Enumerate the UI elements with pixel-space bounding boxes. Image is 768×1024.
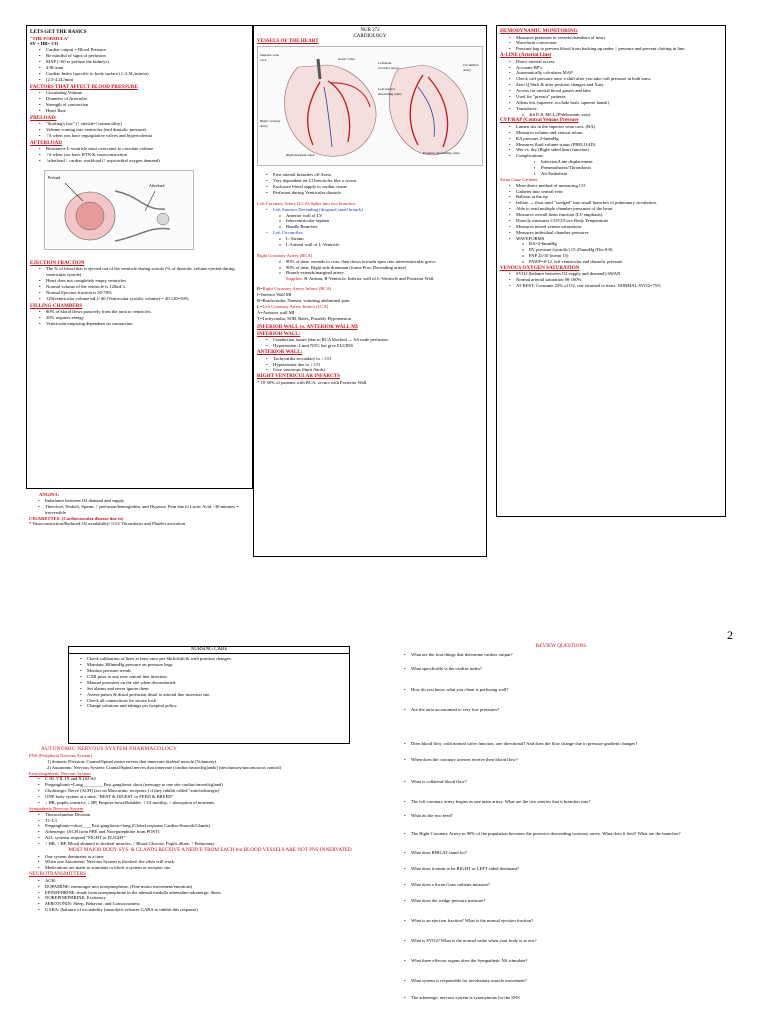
fig-label-svc: Superior vena cava — [260, 53, 279, 62]
basics-item: • (2.5-4.2L/min) — [39, 77, 249, 83]
preload-item: • ↑'d when you have regurgitative valves and hypervolemia — [39, 133, 249, 139]
riblat-letter: B — [257, 297, 261, 303]
venous-list — [500, 271, 722, 289]
column-cardiology — [253, 25, 487, 557]
page-number: 2 — [727, 628, 733, 642]
ef-item: • Normal Ejection fraction is 50-70% — [39, 290, 249, 296]
sympathetic-item: • Thoracolumbar Division — [38, 812, 391, 818]
pns-item: 2) Autonomic Nervous System: Cranial/Spinal nerves that innervate (cardiac/smooth/glands) (involuntary/unconscious control) — [47, 764, 282, 770]
cvp-item: • Measures volume and venous return — [509, 130, 722, 136]
anterior-title: ANTERIOR WALL: — [257, 349, 303, 356]
cvp-title: CVP/RAP (Central Venous Pressure — [500, 117, 579, 124]
parasympathetic-item: • C III, VII, IX and X (S2-S4 — [38, 776, 391, 782]
lad-item: o Anterior wall of LV — [279, 213, 483, 219]
preload-fig-label: Preload — [48, 174, 61, 180]
venous-item: • AT REST: Consume 25% of O2, rest returned to heart. NORMAL SVO2=75% — [509, 283, 722, 289]
rca-title: Right Coronary Artery (RCA) — [257, 252, 313, 258]
afterload-item: • ↑afterload ↑ cardiac workload (↑ myocardial oxygen demand) — [39, 158, 249, 164]
swan-title: Swan Ganz Catheter — [500, 176, 538, 182]
nursing-care-item: • Check all connections for secure lock — [80, 698, 347, 704]
neurotransmitter-item: • SEROTONIN: Sleep, Behavior, and Consciousness — [38, 901, 391, 907]
parasympathetic-list — [29, 776, 391, 805]
riblat-text: Bradycardia, Nausea, vomiting abdominal pain — [262, 297, 350, 303]
riblat-line — [257, 316, 483, 322]
venous-item: • SVO2 (balance between O2 supply and demand)-SWAN — [509, 271, 722, 277]
review-question: • Are the atria accustomed to very low pressures? — [404, 707, 726, 713]
riblat-equals: = — [260, 297, 263, 303]
sympathetic-item: • T1-L3 — [38, 818, 391, 824]
cvp-item: • Lumen sits in the superior vena cava. (RA) — [509, 124, 722, 130]
waveform-item: o RV pressure (systolic) 15-25mmHg (Dia 0-8) — [522, 247, 722, 253]
review-title: REVIEW QUESTIONS — [535, 643, 587, 649]
aline-item: • Access for arterial blood gasses and labs — [509, 88, 722, 94]
ef-item: • Normal volume of the ventricle is 120mL's — [39, 284, 249, 290]
neurotransmitter-item: • ACH: — [38, 878, 391, 884]
vessel-list — [257, 172, 483, 196]
review-question: • The left coronary artery begins as one main artery. What are the two arteries that it branches into? — [404, 799, 726, 805]
factors-title: FACTORS THAT AFFECT BLOOD PRESSURE — [30, 83, 138, 90]
aline-sub — [500, 112, 722, 118]
riblat-equals: = — [260, 309, 263, 315]
rca-item: o Branch extends/marginal artery — [279, 270, 483, 276]
swan-list — [500, 183, 722, 242]
sympathetic-item: • ↑ HR, ↑ BP, Blood shunted to skeletal muscles, ↑ Blood Glucose, Pupils dilate, ↑ Pulmonary — [38, 841, 391, 847]
preload-title: PRELOAD: — [30, 114, 57, 121]
anterior-item: • Give vasotrops (limit fluids) — [266, 367, 483, 373]
cigarettes-text: * Vasoconstriction/Reduced O2 availability/↑CO/ Thrombosis and Platelet activation — [29, 521, 186, 527]
pns-title: PNS (Peripheral Nervous System) — [29, 752, 92, 758]
nursing-care-item: • Monitor pressure trends — [80, 668, 347, 674]
preload-item: • Volume coming into ventricles (end diastolic pressure) — [39, 127, 249, 133]
sympathetic-item: • ALL systems respond "FIGHT or FLIGHT" — [38, 835, 391, 841]
review-question: • What does it mean to be RIGHT or LEFT sided dominant? — [404, 866, 726, 872]
cvp-item: • Complications — [509, 153, 722, 159]
coronary-arteries-figure — [257, 46, 483, 166]
review-question: • The Right Coronary Artery in 90% of the population becomes the posterior descending coronary artery. What does it feed? What are the branches? — [404, 831, 726, 837]
aline-item: • Check cuff pressure once a shift after you take cuff pressure in both arms — [509, 76, 722, 82]
riblat-text: Tachycardia, SOB, Rales, Possibly Hypotension — [262, 315, 352, 321]
neurotransmitter-item: • GABA: (balance of excitability (anxiolytic releases GABA to inhibit this response) — [38, 907, 391, 913]
review-question: • What is collateral blood flow? — [404, 779, 726, 785]
aline-title: A-LINE (Arterial Line) — [500, 52, 552, 59]
preload-item: • "Starling's law" (↑ stretch=↑contractility) — [39, 121, 249, 127]
basics-item: • MAP (>60 to perfuse the kidneys) — [39, 59, 249, 65]
riblat-letter: R — [257, 286, 261, 292]
lcx-item: o L-Lateral wall of L-Ventricle — [279, 242, 483, 248]
rca-supplies — [279, 276, 483, 282]
fig-label-lad: Left anterior descending artery — [378, 87, 403, 96]
coronary-arteries-illustration — [258, 47, 483, 166]
ef-item: • 120(ventricular volume mL)÷40 (Ventricular systolic volume) = 40.120=50% — [39, 296, 249, 302]
lad-title: • Left Anterior Decending (diagonal small branch) — [266, 207, 483, 213]
cvp-item: • Measures fluid volume status (PRELOAD) — [509, 142, 722, 148]
angina-item: • Therefore, Emboli, Spasm, ↑ perfusion/hemoglobin, and Hypoxia. Pain due to Lactic Acid >30 minutes = irreversible — [38, 504, 250, 516]
angina-list — [29, 498, 250, 516]
symp-title: Sympathetic Nervous System — [29, 805, 84, 811]
hemo-item: • Waveform conversion. — [509, 40, 722, 46]
ans-title: AUTONOMIC NERVOUS SYSTEM PHARMACOLOGY — [41, 746, 178, 752]
review-question: • What three effector organs does the Sympathetic NS stimulate? — [404, 958, 726, 964]
preload-list — [30, 121, 249, 139]
preload-afterload-figure — [44, 170, 194, 250]
nursing-care-item: • CXR prior to any new central line insertion — [80, 674, 347, 680]
basics-item: • 4-8L/min — [39, 65, 249, 71]
lad-item: o Interventricular septum — [279, 218, 483, 224]
basics-item: • Be mindful of signs of perfusion — [39, 53, 249, 59]
basics-item: • Cardiac output = Blood Pressure — [39, 47, 249, 53]
anterior-item: • Hypotension due to ↓ CO — [266, 362, 483, 368]
aline-sub-item: o 4th ICS, MCL (Phlebostatic axis) — [522, 112, 722, 118]
afterload-title: AFTERLOAD — [30, 139, 62, 146]
course-title: NUR 272 — [360, 28, 380, 33]
nursing-care-item: • Assess pulses & distal perfusion distal to arterial line insertion site. — [80, 692, 347, 698]
formula-title: "THE FORMULA" — [30, 35, 70, 41]
parasympathetic-item: • Preganglionic=Long_________Post ganglionic short (message to one site cardiac/smooth/gland) — [38, 782, 391, 788]
fig-label-circumflex: Circumflex artery — [463, 63, 479, 72]
parasympathetic-item: • ↓ HR, pupils constrict, ↓ BP, Empties bowel/bladder, ↑ GI motility, ↑ absorption of nutrients. — [38, 800, 391, 806]
nursing-care-item: • Set alarms and never ignore them — [80, 686, 347, 692]
riblat-equals: = — [259, 303, 263, 309]
column-hemodynamic — [496, 25, 726, 517]
neurotransmitter-item: • DOPAMINE: messenger into norepinephrine, (Fine motor movement/emotions) — [38, 884, 391, 890]
riblat-text: Left Coronary Artery Infarct (LCA) — [262, 303, 329, 309]
swan-item: • Directly measures CO/CI/Core Body Temperature — [509, 218, 722, 224]
angina-title: ANGINA: — [39, 492, 60, 497]
riblat-letter: L — [257, 303, 260, 309]
filling-item: • Ventricular emptying dependent on contraction — [39, 321, 249, 327]
afterload-item: • ↑'d when you have HTN & vasoconstriction — [39, 152, 249, 158]
column-basics — [26, 25, 253, 489]
review-question: • What system is responsible for involuntary muscle movement? — [404, 978, 726, 984]
inferior-item: • Hypotension: Limit NTG but give FLUIDS — [266, 343, 483, 349]
anterior-item: • Tachycardia secondary to ↓ CO — [266, 356, 483, 362]
factor-item: • Strength of contraction — [39, 102, 249, 108]
rv-infarct-title: RIGHT VENTRICULAR INFARCTS — [257, 373, 340, 380]
ef-list — [30, 266, 249, 301]
riblat-letter: A — [257, 309, 261, 315]
review-questions-list — [396, 652, 726, 1002]
course-subtitle: CARDIOLOGY — [353, 34, 387, 40]
filling-list — [30, 309, 249, 327]
rv-infarct-text: * 10-50% of patients with RCA, occurs with Posterior Wall. — [257, 379, 368, 385]
formula: SV × HR= CO — [30, 41, 59, 47]
neurotransmitters-list — [29, 878, 391, 913]
anterior-list — [257, 356, 483, 374]
neurotransmitter-item: • NOREPINEPHRINE: Excitatory — [38, 895, 391, 901]
nursing-care-item: • Change solutions and tubings per hospital policy. — [80, 703, 347, 709]
review-questions-section — [396, 643, 726, 1024]
filling-item: • 20% requires energy — [39, 315, 249, 321]
nursing-care-title: NURSING CARE — [69, 647, 349, 654]
sympathetic-item: • Preganglionic=short____Post ganglionic=long (Global response Cardiac/Smooth/Glands) — [38, 823, 391, 829]
basics-heading: LETS GET THE BASICS — [30, 29, 87, 35]
inferior-title: INFERIOR WALL: — [257, 330, 301, 337]
cvp-sub-list — [500, 159, 722, 177]
review-question: • Does blood flow, with normal valve function, one directional? And does the flow change due to pressure gradient changes? — [404, 741, 726, 747]
filling-item: • 80% of blood flows passively from the atria to ventricles. — [39, 309, 249, 315]
cvp-item: • Wet vs. dry (Right sided heart function) — [509, 147, 722, 153]
lcx-list — [257, 236, 483, 248]
inferior-item: • Conduction issues (due to RCA blocked → SA node perfusion. — [266, 337, 483, 343]
pns-list — [29, 759, 391, 771]
riblat-equals: = — [258, 292, 262, 298]
aline-item: • Automatically calculates MAP — [509, 70, 722, 76]
vessels-title: VESSELS OF THE HEART — [257, 37, 319, 44]
riblat-text: Inferior Wall MI — [261, 292, 292, 298]
vessel-item: • First arterial branches off Aorta — [266, 172, 483, 178]
vessel-item: • Exclusive blood supply to cardiac tissue — [266, 184, 483, 190]
review-question: • What are the four things that determine cardiac output? — [404, 652, 726, 658]
lcx-item: o L-Atrium — [279, 236, 483, 242]
rca-item: o 90% of time, Right side dominant (forms Post. Decending artery) — [279, 265, 483, 271]
nursing-care-box — [68, 646, 350, 744]
review-question: • The adrenergic nervous system is synonymous for the SNS — [404, 995, 726, 1001]
fig-label-pda: Posterior descending artery — [423, 151, 461, 156]
cigarettes-title: CIGARETTES: (Cardiovascular disease due to) — [29, 515, 124, 521]
vessel-item: • Vary dependent on CO/encircles like a crown — [266, 178, 483, 184]
rca-item: o 90% of time, extends to crux, then down towards apex into interventricular grove — [279, 259, 483, 265]
review-question: • When does the coronary arteries receive their blood flow? — [404, 757, 726, 763]
parasympathetic-item: • Cholinergic Nerve (ACH) (act on Muscarinic receptors ) if they inhibit called "anticholinergic) — [38, 788, 391, 794]
factor-item: • Heart Rate — [39, 108, 249, 114]
hemo-list — [500, 35, 722, 53]
cvp-list — [500, 124, 722, 159]
review-question: • What does RIBLAT stand for? — [404, 850, 726, 856]
aline-item: • Allens test (squeeze, occlude both, squeeze hands) — [509, 100, 722, 106]
swan-item: • Inflate → float until "wedged" into small branches of pulmonary circulation. — [509, 200, 722, 206]
sympathetic-item: • Adrenergic (ACH from PRE and Norepinephrine from POST) — [38, 829, 391, 835]
riblat-equals: = — [260, 286, 263, 292]
review-question: • What specifically is the cardiac index? — [404, 666, 726, 672]
rca-list — [257, 259, 483, 277]
filling-title: FILLING CHAMBERS — [30, 302, 83, 309]
hemo-title: HEMODYNAMIC MONITORING — [500, 28, 578, 34]
inferior-list — [257, 337, 483, 349]
vessel-item: • Perfusion during Ventricular diastole. — [266, 190, 483, 196]
venous-item: • Normal arterial saturation 98-100% — [509, 277, 722, 283]
review-question: • What is an ejection fraction? What is the normal ejection fraction? — [404, 918, 726, 924]
fig-label-marginal: Right marginal artery — [286, 153, 316, 158]
hemo-item: • Measures pressures in vessels/chambers of heart — [509, 35, 722, 41]
neurotransmitters-title: NEUROTRANSMITTERS — [29, 871, 87, 878]
basics-list — [30, 47, 249, 82]
review-question: • What do the two feed? — [404, 813, 726, 819]
aline-item: • Transducer: — [509, 106, 722, 112]
swan-item: • More direct method of measuring CO — [509, 183, 722, 189]
cvp-complication: ▪ Infection/Line displacement — [534, 159, 722, 165]
most-major-list — [29, 854, 391, 872]
hemo-item: • Pressure bag to prevent blood from backing up under ↑ pressure and prevent clotting in line. — [509, 46, 722, 52]
aline-item: • Used for "pressor" patients — [509, 94, 722, 100]
riblat-text: Right Coronary Artery Infarct (RCA) — [262, 286, 332, 292]
afterload-fig-label: Afterload — [149, 182, 165, 188]
ef-title: EJECTION FRACTION — [30, 259, 85, 266]
swan-item: • WAVEFORMS — [509, 236, 722, 242]
most-major-heading: MOST MAJOR BODY SYS. & GLANDS RECEIVE A NERVE FROM EACH but BLOOD VESSELS ARE NOT PNS INNERVATED — [68, 846, 352, 853]
cvp-item: • RA pressure 2-6mmHg — [509, 136, 722, 142]
venous-title: VENOUS OXYGEN SATURATION — [500, 264, 580, 271]
fig-label-rca: Right coronary artery — [260, 119, 281, 128]
cvp-complication: ▪ Air Embolism — [534, 171, 722, 177]
rca-supplies-text: R-Atrium, R-Ventricle, Inferior wall of L-Ventricle and Posterior Wall. — [304, 276, 435, 282]
aline-item: • Accurate BP's — [509, 65, 722, 71]
preload-afterload-illustration — [45, 171, 194, 250]
swan-item: • Balloon at the tip — [509, 194, 722, 200]
inferior-vs-anterior: INFERIOR WALL vs. ANTERIOR WALL MI — [257, 324, 358, 331]
swan-item: • Catheter into central vein — [509, 189, 722, 195]
rca-supplies-label: Supplies: — [286, 276, 304, 282]
lcx-title: • Left Circumflex — [266, 230, 483, 236]
afterload-list — [30, 146, 249, 164]
nursing-care-list — [71, 656, 347, 709]
angina-item: • Imbalance between O2 demand and supply. — [38, 498, 250, 504]
most-major-item: • Medications are made to stimulate or block a system or receptor site — [38, 865, 391, 871]
waveform-item: o PAWP=8-12, left ventricular end diastolic pressure — [522, 259, 722, 265]
angina-section — [26, 491, 253, 551]
cvp-complication: ▪ Pneumothorax/Thrombosis — [534, 165, 722, 171]
sympathetic-list — [29, 812, 391, 847]
ef-item: • Heart does not completely empty ventricles — [39, 278, 249, 284]
factors-list — [30, 90, 249, 114]
swan-item: • Able to read multiple chamber pressures of the heart. — [509, 206, 722, 212]
aline-item: • Zero Q Shift & after position changes and Xray — [509, 82, 722, 88]
nursing-care-item: • Check calibration of lines at least once per Shift/shift & with position changes. — [80, 656, 347, 662]
review-question: • What is SVO2? What is the normal value when your body is at rest? — [404, 938, 726, 944]
riblat-letter: T — [257, 315, 260, 321]
riblat-mnemonic — [257, 286, 483, 321]
swan-item: • Measures individual chamber pressures — [509, 230, 722, 236]
neurotransmitter-item: • EPINEPHRINE: made from norepinephrine in the adrenal medulla adrenaline-adrenergic fibers — [38, 890, 391, 896]
ans-section — [26, 746, 394, 1024]
nursing-care-item: • Manual pressures on the site when discontinued. — [80, 680, 347, 686]
riblat-text: Anterior wall MI — [262, 309, 295, 315]
factor-item: • Circulating Volume — [39, 90, 249, 96]
riblat-letter: I — [257, 292, 259, 298]
review-question: • What does a Swan Ganz catheter measure? — [404, 882, 726, 888]
aline-list — [500, 59, 722, 112]
review-question: • What does the wedge pressure measure? — [404, 898, 726, 904]
swan-item: • Measures overall heart function (LV emphasis) — [509, 212, 722, 218]
fig-label-left-main: Left main coronary artery — [378, 61, 399, 70]
lad-item: o Bundle Branches — [279, 224, 483, 230]
parasympathetic-item: • ONE body system at a time. "REST & DIGEST or FEED & BREED" — [38, 794, 391, 800]
ef-item: • The % of blood that is ejected out of the ventricle during systole (% of diastolic volume ejected during ventricular systole) — [39, 266, 249, 278]
riblat-equals: = — [259, 315, 263, 321]
aline-item: • Direct arterial access — [509, 59, 722, 65]
pns-item: 1) Somatic Division: Cranial/Spinal motor nerves that innervate skeletal muscle (Voluntary) — [47, 758, 217, 764]
factor-item: • Diameter of Arterioles — [39, 96, 249, 102]
basics-item: • Cardiac Index (specific to body surface) (>2.5L/min/m) — [39, 71, 249, 77]
afterload-item: • Resistance L-ventricle must overcome to circulate volume — [39, 146, 249, 152]
review-question: • How do you know what you client is perfusing well? — [404, 687, 726, 693]
fig-label-aortic-valve: Aortic valve — [338, 57, 355, 62]
waveforms-list — [500, 241, 722, 265]
nursing-care-item: • Maintain 300mmHg pressure on pressure bags — [80, 662, 347, 668]
para-title: Parasympathetic Nervous System — [29, 770, 91, 776]
waveform-item: o PAP 25/10 (mean 15) — [522, 253, 722, 259]
most-major-item: • One system dominates at a time — [38, 854, 391, 860]
lad-list — [257, 213, 483, 231]
lca-title: Left Coronary Artery (LCA)-Splits into two branches — [257, 200, 356, 206]
swan-item: • Measures mixed venous saturations — [509, 224, 722, 230]
most-major-item: • When one Autonomic Nervous System is blocked, the other will work. — [38, 859, 391, 865]
waveform-item: o RA=2-6mmHg — [522, 241, 722, 247]
